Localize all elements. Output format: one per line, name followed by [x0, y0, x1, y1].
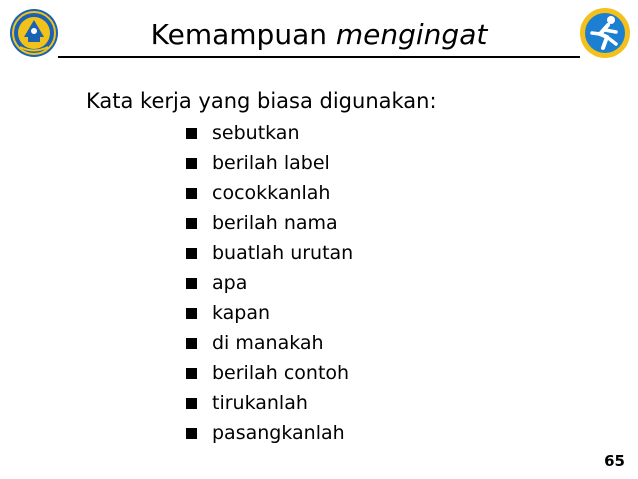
intro-text: Kata kerja yang biasa digunakan: [86, 89, 437, 113]
list-item [186, 148, 353, 178]
list-item [186, 208, 353, 238]
list-item-text: di manakah [212, 332, 324, 354]
list-item-text: cocokkanlah [212, 182, 331, 204]
list-item [186, 358, 353, 388]
list-item-text: pasangkanlah [212, 422, 345, 444]
square-bullet-icon [186, 248, 197, 259]
list-item-text: buatlah urutan [212, 242, 354, 264]
square-bullet-icon [186, 128, 197, 139]
list-item-text: tirukanlah [212, 392, 308, 414]
list-item [186, 268, 353, 298]
list-item [186, 118, 353, 148]
verb-list [186, 118, 353, 448]
list-item [186, 178, 353, 208]
list-item-text: berilah label [212, 152, 330, 174]
list-item-text: berilah nama [212, 212, 338, 234]
square-bullet-icon [186, 218, 197, 229]
title-plain: Kemampuan [150, 18, 336, 51]
square-bullet-icon [186, 368, 197, 379]
list-item [186, 418, 353, 448]
title-italic: mengingat [335, 18, 488, 51]
list-item [186, 238, 353, 268]
square-bullet-icon [186, 338, 197, 349]
list-item-text: sebutkan [212, 122, 300, 144]
square-bullet-icon [186, 308, 197, 319]
list-item-text: kapan [212, 302, 271, 324]
square-bullet-icon [186, 188, 197, 199]
square-bullet-icon [186, 278, 197, 289]
list-item-text: apa [212, 272, 248, 294]
running-figure-logo-icon [578, 6, 632, 62]
square-bullet-icon [186, 158, 197, 169]
list-item [186, 388, 353, 418]
list-item [186, 298, 353, 328]
title-underline [58, 56, 580, 58]
square-bullet-icon [186, 428, 197, 439]
list-item-text: berilah contoh [212, 362, 350, 384]
slide-title [0, 15, 638, 55]
list-item [186, 328, 353, 358]
square-bullet-icon [186, 398, 197, 409]
slide-number: 65 [604, 452, 625, 470]
